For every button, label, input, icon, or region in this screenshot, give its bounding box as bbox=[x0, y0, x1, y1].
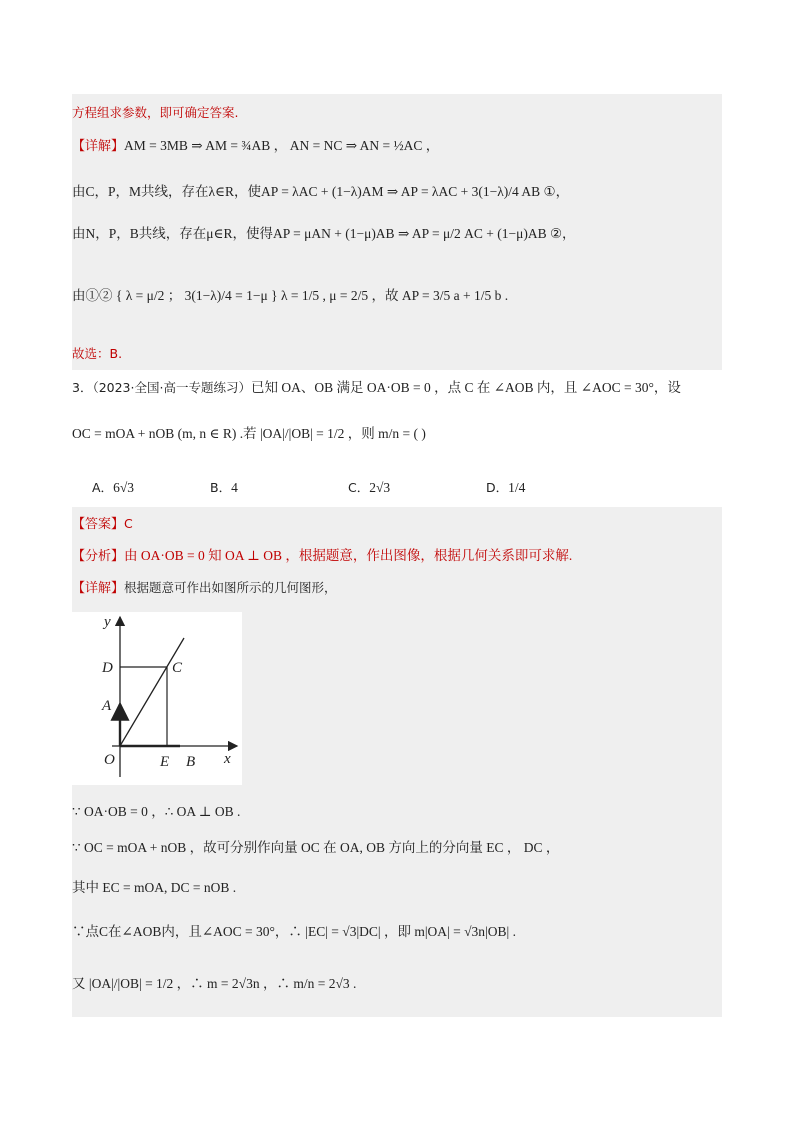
detail-intro-line: 【详解】根据题意可作出如图所示的几何图形， bbox=[72, 580, 337, 596]
label-y: y bbox=[104, 614, 111, 630]
question-source: 3．（2023·全国·高一专题练习） bbox=[72, 380, 251, 395]
label-o: O bbox=[104, 752, 115, 768]
detail-line-1: 【详解】AM = 3MB ⇒ AM = ¾AB ， AN = NC ⇒ AN = ½AC ， bbox=[72, 138, 440, 154]
label-d: D bbox=[102, 660, 113, 676]
conclusion-text: 故选：B. bbox=[72, 346, 123, 361]
analysis-line: 【分析】由 OA·OB = 0 知 OA ⊥ OB ，根据题意，作出图像，根据几何关系即可求解. bbox=[72, 548, 573, 564]
solution-line-1: ∵ OA·OB = 0 ，∴ OA ⊥ OB . bbox=[72, 804, 241, 819]
answer-value: C bbox=[124, 516, 133, 531]
question-stem-1: 3．（2023·全国·高一专题练习）已知 OA、OB 满足 OA·OB = 0 ，点 C 在 ∠AOB 内，且 ∠AOC = 30°，设 bbox=[72, 380, 681, 395]
detail-line-3: 由N，P，B共线，存在μ∈R，使得AP = μAN + (1−μ)AB ⇒ AP = μ/2 AC + (1−μ)AB ②， bbox=[72, 226, 576, 241]
question-stem-2: OC = mOA + nOB (m, n ∈ R) .若 |OA|/|OB| = 1/2 ，则 m/n = ( ) bbox=[72, 426, 426, 441]
option-a: A．6√3 bbox=[92, 480, 134, 495]
line-oc bbox=[120, 638, 184, 746]
detail-line-2: 由C，P，M共线，存在λ∈R，使AP = λAC + (1−λ)AM ⇒ AP = λAC + 3(1−λ)/4 AB ①， bbox=[72, 184, 570, 199]
option-b: B．4 bbox=[210, 480, 238, 495]
solution-line-4: ∵点C在∠AOB内，且∠AOC = 30°，∴ |EC| = √3|DC| ，即 m|OA| = √3n|OB| . bbox=[72, 924, 516, 939]
geometry-figure bbox=[72, 612, 242, 785]
label-b: B bbox=[186, 754, 196, 770]
solution-line-3: 其中 EC = mOA, DC = nOB . bbox=[72, 880, 237, 895]
label-x: x bbox=[224, 751, 231, 767]
option-c: C．2√3 bbox=[348, 480, 391, 495]
solution-line-2: ∵ OC = mOA + nOB ，故可分别作向量 OC 在 OA, OB 方向上的分向量 EC ， DC ， bbox=[72, 840, 560, 855]
label-c: C bbox=[172, 660, 183, 676]
detail-tag: 【详解】 bbox=[72, 139, 125, 154]
option-d: D．1/4 bbox=[486, 480, 526, 495]
answer-line: 【答案】C bbox=[72, 516, 133, 532]
solution-line-5: 又 |OA|/|OB| = 1/2 ，∴ m = 2√3n ，∴ m/n = 2√3 . bbox=[72, 976, 357, 991]
label-a: A bbox=[102, 698, 112, 714]
label-e: E bbox=[160, 754, 170, 770]
intro-text: 方程组求参数，即可确定答案. bbox=[72, 105, 239, 120]
detail-line-4: 由①② { λ = μ/2 ； 3(1−λ)/4 = 1−μ } λ = 1/5 , μ = 2/5 ，故 AP = 3/5 a + 1/5 b . bbox=[72, 288, 509, 303]
